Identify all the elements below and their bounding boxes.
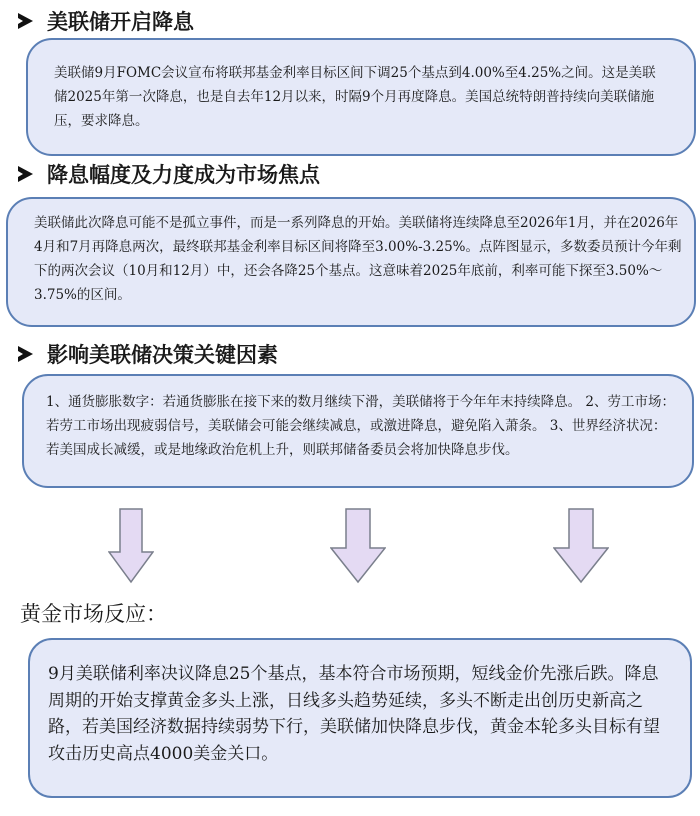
gold-market-heading — [20, 598, 167, 628]
arrowhead-bullet-icon — [18, 13, 33, 29]
heading-text: 美联储开启降息 — [47, 10, 194, 34]
heading-text: 影响美联储决策关键因素 — [47, 343, 278, 367]
info-box-2 — [6, 197, 696, 327]
arrowhead-bullet-icon — [18, 346, 33, 362]
heading-text: 降息幅度及力度成为市场焦点 — [47, 163, 320, 187]
down-arrow-icon — [553, 508, 609, 584]
section-body: 美联储此次降息可能不是孤立事件，而是一系列降息的开始。美联储将连续降息至2026年1月，并在2026年4月和7月再降息两次，最终联邦基金利率目标区间将降至3.00%-3.25%。点阵图显示，多数委员预计今年剩下的两次会议（10月和12月）中，还会各降25个基点。这意味着2025年底前，利率可能下探至3.50%～3.75%的区间。 — [34, 215, 682, 303]
section-heading-3 — [18, 339, 278, 369]
info-box-3 — [22, 374, 694, 488]
down-arrow-icon — [330, 508, 386, 584]
section-body: 1、通货膨胀数字：若通货膨胀在接下来的数月继续下滑，美联储将于今年年末持续降息。 2、劳工市场：若劳工市场出现疲弱信号，美联储会可能会继续减息，或激进降息，避免陷入萧条。 3、世界经济状况：若美国成长减缓，或是地缘政治危机上升，则联邦储备委员会将加快降息步伐。 — [46, 394, 675, 458]
section-body: 美联储9月FOMC会议宣布将联邦基金利率目标区间下调25个基点到4.00%至4.25%之间。这是美联储2025年第一次降息，也是自去年12月以来，时隔9个月再度降息。美国总统特朗普持续向美联储施压，要求降息。 — [54, 65, 656, 129]
info-box-1 — [26, 38, 696, 156]
section-heading-1 — [18, 6, 194, 36]
heading-text: 黄金市场反应： — [20, 602, 167, 626]
gold-market-box — [28, 638, 692, 798]
section-heading-2 — [18, 159, 320, 189]
section-body: 9月美联储利率决议降息25个基点，基本符合市场预期，短线金价先涨后跌。降息周期的开始支撑黄金多头上涨，日线多头趋势延续，多头不断走出创历史新高之路，若美国经济数据持续弱势下行，美联储加快降息步伐，黄金本轮多头目标有望攻击历史高点4000美金关口。 — [48, 664, 660, 764]
down-arrow-icon — [108, 508, 154, 584]
arrowhead-bullet-icon — [18, 166, 33, 182]
